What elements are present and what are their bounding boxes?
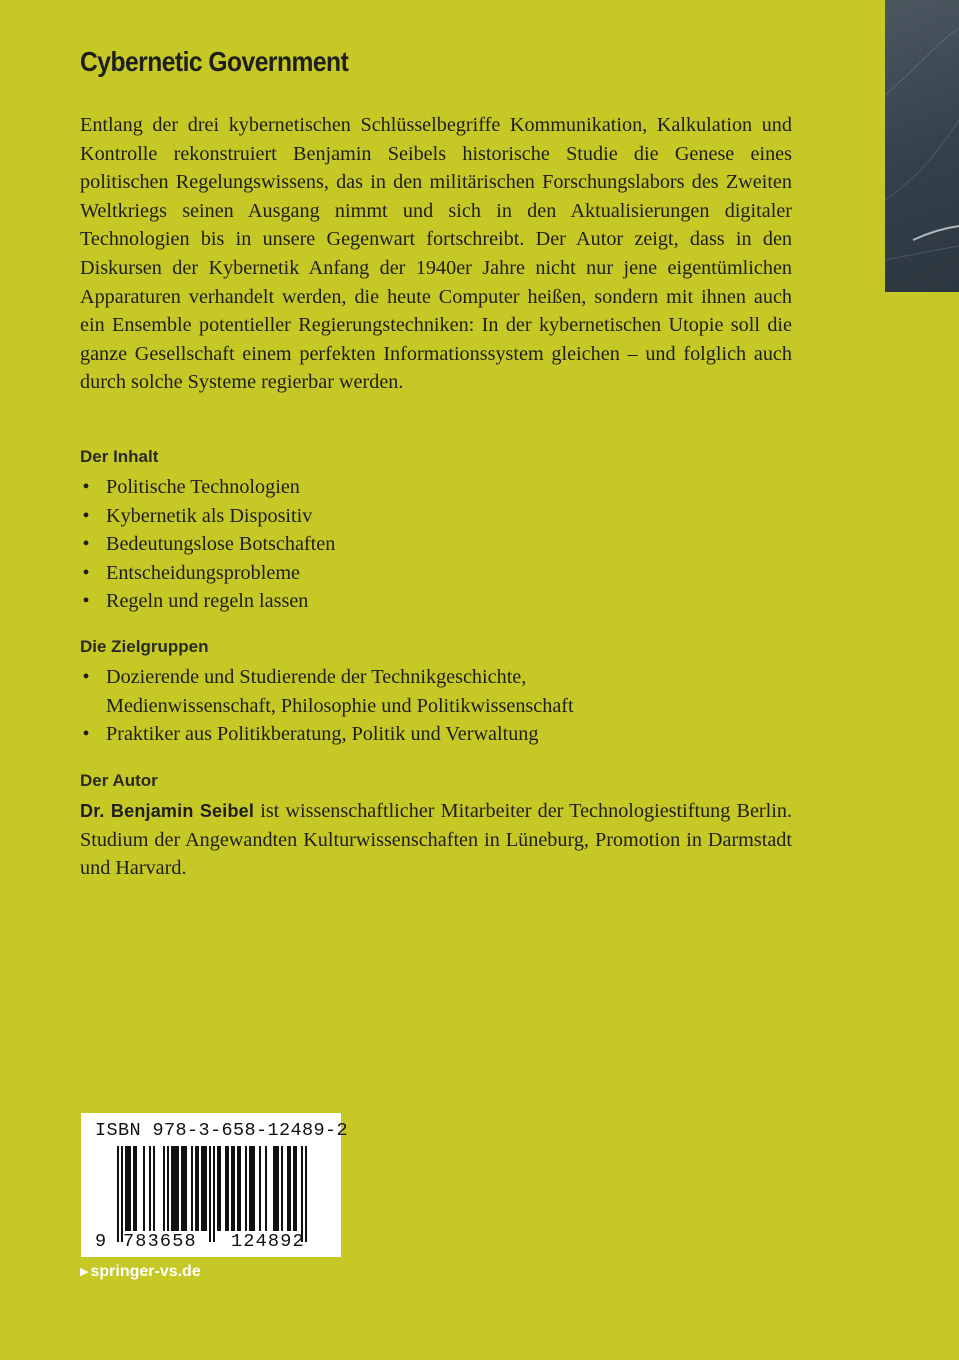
bullet-icon: • <box>82 723 90 746</box>
barcode-bar <box>293 1146 295 1231</box>
barcode-bar <box>301 1146 303 1242</box>
barcode-bar <box>205 1146 207 1231</box>
play-arrow-icon: ▶ <box>80 1266 89 1278</box>
author-bio <box>80 797 792 883</box>
barcode-bar <box>195 1146 197 1231</box>
bullet-icon: • <box>82 476 90 498</box>
ean-left-group: 783658 <box>123 1231 197 1252</box>
isbn-barcode <box>81 1113 349 1257</box>
inhalt-list <box>80 473 335 616</box>
barcode-bar <box>201 1146 203 1231</box>
barcode-bar <box>249 1146 251 1231</box>
barcode-bar <box>273 1146 275 1231</box>
barcode-bar <box>177 1146 179 1231</box>
barcode-bar <box>185 1146 187 1231</box>
barcode-bar <box>149 1146 151 1231</box>
author-bio-text: ist wissenschaftlicher Mitarbeiter der Technologiestiftung Berlin. Studium der Angewandten Kulturwissenschaften in Lüneburg, Promotion in Darmstadt und Harvard. <box>80 800 792 880</box>
publisher-url: springer-vs.de <box>90 1263 201 1280</box>
barcode-bar <box>163 1146 165 1231</box>
barcode-bar <box>153 1146 155 1231</box>
ean-right-group: 124892 <box>231 1231 305 1252</box>
barcode-bar <box>213 1146 215 1242</box>
barcode-bar <box>173 1146 175 1231</box>
barcode-bar <box>171 1146 173 1231</box>
barcode-bar <box>287 1146 289 1231</box>
barcode-bar <box>275 1146 277 1231</box>
corner-graphic-lines <box>885 0 959 292</box>
barcode-bar <box>265 1146 267 1231</box>
list-item: • Politische Technologien <box>80 473 335 502</box>
barcode-bar <box>125 1146 127 1231</box>
barcode-bar <box>203 1146 205 1231</box>
barcode-bar <box>233 1146 235 1231</box>
barcode-bar <box>127 1146 129 1231</box>
barcode-bar <box>253 1146 255 1231</box>
barcode-bar <box>117 1146 119 1242</box>
barcode-bar <box>197 1146 199 1231</box>
bullet-icon: • <box>82 590 90 613</box>
barcode-bar <box>277 1146 279 1231</box>
author-name: Dr. Benjamin Seibel <box>80 801 255 821</box>
list-item: • Bedeutungslose Botschaften <box>80 530 335 559</box>
list-item: • Entscheidungsprobleme <box>80 559 335 588</box>
bullet-icon: • <box>82 666 90 688</box>
barcode-bar <box>239 1146 241 1231</box>
isbn-label: ISBN 978-3-658-12489-2 <box>95 1120 349 1141</box>
barcode-bar <box>175 1146 177 1231</box>
barcode-bar <box>121 1146 123 1242</box>
bullet-icon: • <box>82 504 90 527</box>
book-blurb: Entlang der drei kybernetischen Schlüsselbegriffe Kommunikation, Kalkulation und Kontrolle rekonstruiert Benjamin Seibels historische Studie die Genese eines politischen Regelungswissens, das in den militärischen Forschungslabors des Zweiten Weltkriegs seinen Ausgang nimmt und sich in den Aktualisierungen digitaler Technologien bis in unsere Gegenwart fortschreibt. Der Autor zeigt, dass in den Diskursen der Kybernetik Anfang der 1940er Jahre nicht nur jene eigentümlichen Apparaturen verhandelt werden, die heute Computer heißen, sondern mit ihnen auch ein Ensemble potentieller Regierungstechniken: In der kybernetischen Utopie soll die ganze Gesellschaft einem perfekten Informationssystem gleichen – und folglich auch durch solche Systeme regierbar werden. <box>80 114 792 394</box>
ean-first-digit: 9 <box>95 1231 108 1252</box>
barcode-bar <box>217 1146 219 1231</box>
list-item: • Dozierende und Studierende der Technikgeschichte, Medienwissenschaft, Philosophie und Politikwissenschaft <box>80 663 700 720</box>
barcode-bar <box>133 1146 135 1231</box>
barcode-bar <box>183 1146 185 1231</box>
barcode-bar <box>143 1146 145 1231</box>
barcode-bar <box>305 1146 307 1242</box>
publisher-link[interactable] <box>80 1263 201 1281</box>
zielgruppen-list <box>80 663 700 749</box>
bullet-icon: • <box>82 561 90 584</box>
barcode-bar <box>259 1146 261 1231</box>
barcode-bar <box>167 1146 169 1231</box>
barcode-bar <box>191 1146 193 1231</box>
book-title: Cybernetic Government <box>80 46 349 77</box>
barcode-bar <box>219 1146 221 1231</box>
barcode-bar <box>237 1146 239 1231</box>
barcode-bar <box>129 1146 131 1231</box>
inhalt-heading: Der Inhalt <box>80 447 159 466</box>
zielgruppen-heading: Die Zielgruppen <box>80 637 209 656</box>
list-item: • Kybernetik als Dispositiv <box>80 502 335 531</box>
barcode-bar <box>281 1146 283 1231</box>
barcode-bar <box>225 1146 227 1231</box>
barcode-bar <box>295 1146 297 1231</box>
barcode-bar <box>289 1146 291 1231</box>
barcode-bar <box>181 1146 183 1231</box>
autor-heading: Der Autor <box>80 771 158 790</box>
barcode-bar <box>209 1146 211 1242</box>
list-item: • Regeln und regeln lassen <box>80 587 335 616</box>
barcode-bar <box>135 1146 137 1231</box>
barcode-bar <box>251 1146 253 1231</box>
barcode-bar <box>227 1146 229 1231</box>
corner-graphic-panel <box>885 0 959 292</box>
barcode-bar <box>245 1146 247 1231</box>
bullet-icon: • <box>82 533 90 556</box>
barcode-bar <box>231 1146 233 1231</box>
list-item: • Praktiker aus Politikberatung, Politik und Verwaltung <box>80 720 700 749</box>
